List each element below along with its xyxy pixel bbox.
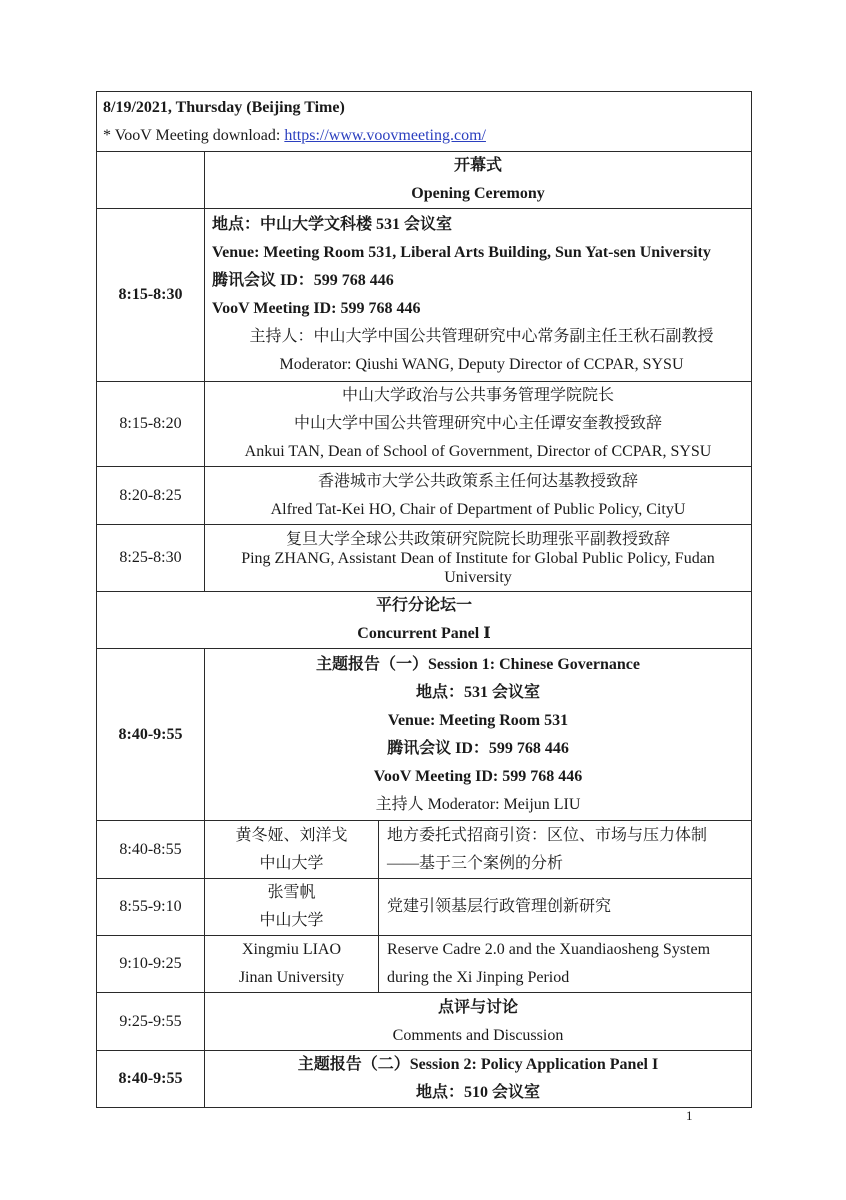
session-1-row: [97, 649, 752, 821]
opening-title-en: Opening Ceremony: [411, 185, 545, 202]
session-venue-cn: 地点：510 会议室: [415, 1084, 540, 1101]
concurrent-panel-row: [97, 592, 752, 649]
voov-meeting-id: VooV Meeting ID: 599 768 446: [212, 300, 421, 317]
speech-row: [97, 382, 752, 467]
speaker-affiliation: 中山大学: [259, 854, 324, 872]
speech-line: Alfred Tat-Kei HO, Chair of Department of Public Policy, CityU: [270, 500, 686, 518]
speech-row: [97, 525, 752, 592]
time-cell: 9:25-9:55: [97, 993, 205, 1051]
session-venue-en: Venue: Meeting Room 531: [387, 711, 569, 729]
session-2-cell: [205, 1051, 752, 1108]
speaker-affiliation: 中山大学: [259, 912, 324, 929]
speech-line: Ping ZHANG, Assistant Dean of Institute for Global Public Policy, Fudan: [241, 549, 715, 567]
discussion-row: [97, 993, 752, 1051]
topic-line: ——基于三个案例的分析: [387, 854, 564, 872]
speech-line: 复旦大学全球公共政策研究院院长助理张平副教授致辞: [285, 530, 670, 548]
venue-cn: 地点：中山大学文科楼 531 会议室: [212, 216, 453, 233]
time-cell: 8:40-8:55: [97, 821, 205, 879]
talk-row: [97, 879, 752, 936]
opening-ceremony-row: [97, 152, 752, 209]
time-cell: 8:40-9:55: [97, 1051, 205, 1108]
download-line: [103, 122, 751, 150]
time-cell: 8:40-9:55: [97, 649, 205, 821]
moderator-cn: 主持人：中山大学中国公共管理研究中心常务副主任王秋石副教授: [249, 328, 714, 345]
speaker-affiliation: Jinan University: [238, 969, 345, 986]
venue-en: Venue: Meeting Room 531, Liberal Arts Building, Sun Yat-sen University: [212, 244, 711, 261]
opening-venue-row: [97, 209, 752, 382]
voov-download-link[interactable]: https://www.voovmeeting.com/: [284, 126, 486, 144]
time-cell: 8:20-8:25: [97, 467, 205, 525]
speech-line: Ankui TAN, Dean of School of Government, Director of CCPAR, SYSU: [244, 443, 712, 460]
session-title: 主题报告（二）Session 2: Policy Application Panel I: [297, 1056, 659, 1073]
speaker-cell: [205, 879, 379, 936]
speech-cell: [205, 382, 752, 467]
time-cell: 9:10-9:25: [97, 936, 205, 993]
topic-cell: [379, 936, 752, 993]
download-label: * VooV Meeting download:: [103, 126, 285, 144]
discussion-title-en: Comments and Discussion: [392, 1026, 564, 1044]
speech-cell: [205, 467, 752, 525]
date-line: 8/19/2021, Thursday (Beijing Time): [103, 98, 345, 116]
schedule-table: [96, 91, 752, 1108]
speech-line: 香港城市大学公共政策系主任何达基教授致辞: [317, 472, 638, 490]
panel-title-en: Concurrent Panel Ⅰ: [357, 625, 491, 642]
talk-row: [97, 821, 752, 879]
speaker-name: 张雪帆: [267, 884, 316, 901]
speech-row: [97, 467, 752, 525]
speech-line: University: [444, 568, 512, 586]
date-header-cell: [97, 92, 752, 152]
session-venue-cn: 地点：531 会议室: [415, 683, 540, 701]
speech-line: 中山大学中国公共管理研究中心主任谭安奎教授致辞: [293, 415, 662, 432]
tencent-meeting-id: 腾讯会议 ID：599 768 446: [387, 739, 569, 757]
discussion-title-cn: 点评与讨论: [437, 998, 518, 1016]
topic-line: during the Xi Jinping Period: [387, 969, 570, 986]
speaker-name: 黄冬娅、刘洋戈: [235, 826, 348, 844]
concurrent-panel-cell: [97, 592, 752, 649]
time-cell: 8:25-8:30: [97, 525, 205, 592]
voov-meeting-id: VooV Meeting ID: 599 768 446: [373, 767, 583, 785]
speaker-cell: [205, 821, 379, 879]
opening-ceremony-cell: [205, 152, 752, 209]
opening-venue-cell: [205, 209, 752, 382]
page-number: 1: [686, 1108, 693, 1123]
topic-line: Reserve Cadre 2.0 and the Xuandiaosheng System: [387, 941, 711, 958]
topic-line: 党建引领基层行政管理创新研究: [387, 898, 612, 915]
topic-line: 地方委托式招商引资：区位、市场与压力体制: [387, 826, 708, 844]
speech-line: 中山大学政治与公共事务管理学院院长: [341, 387, 614, 404]
discussion-cell: [205, 993, 752, 1051]
session-1-cell: [205, 649, 752, 821]
moderator-en: Moderator: Qiushi WANG, Deputy Director of CCPAR, SYSU: [279, 356, 684, 373]
topic-cell: [379, 821, 752, 879]
date-header-row: [97, 92, 752, 152]
opening-title-cn: 开幕式: [453, 157, 502, 174]
speaker-name: Xingmiu LIAO: [241, 941, 342, 958]
topic-cell: [379, 879, 752, 936]
talk-row: [97, 936, 752, 993]
tencent-meeting-id: 腾讯会议 ID：599 768 446: [212, 272, 394, 289]
time-cell: 8:55-9:10: [97, 879, 205, 936]
empty-time-cell: [97, 152, 205, 209]
speech-cell: [205, 525, 752, 592]
session-2-row: [97, 1051, 752, 1108]
session-title: 主题报告（一）Session 1: Chinese Governance: [315, 655, 640, 673]
speaker-cell: [205, 936, 379, 993]
time-cell: 8:15-8:20: [97, 382, 205, 467]
panel-title-cn: 平行分论坛一: [375, 597, 472, 614]
time-cell: 8:15-8:30: [97, 209, 205, 382]
session-moderator: 主持人 Moderator: Meijun LIU: [375, 795, 581, 813]
